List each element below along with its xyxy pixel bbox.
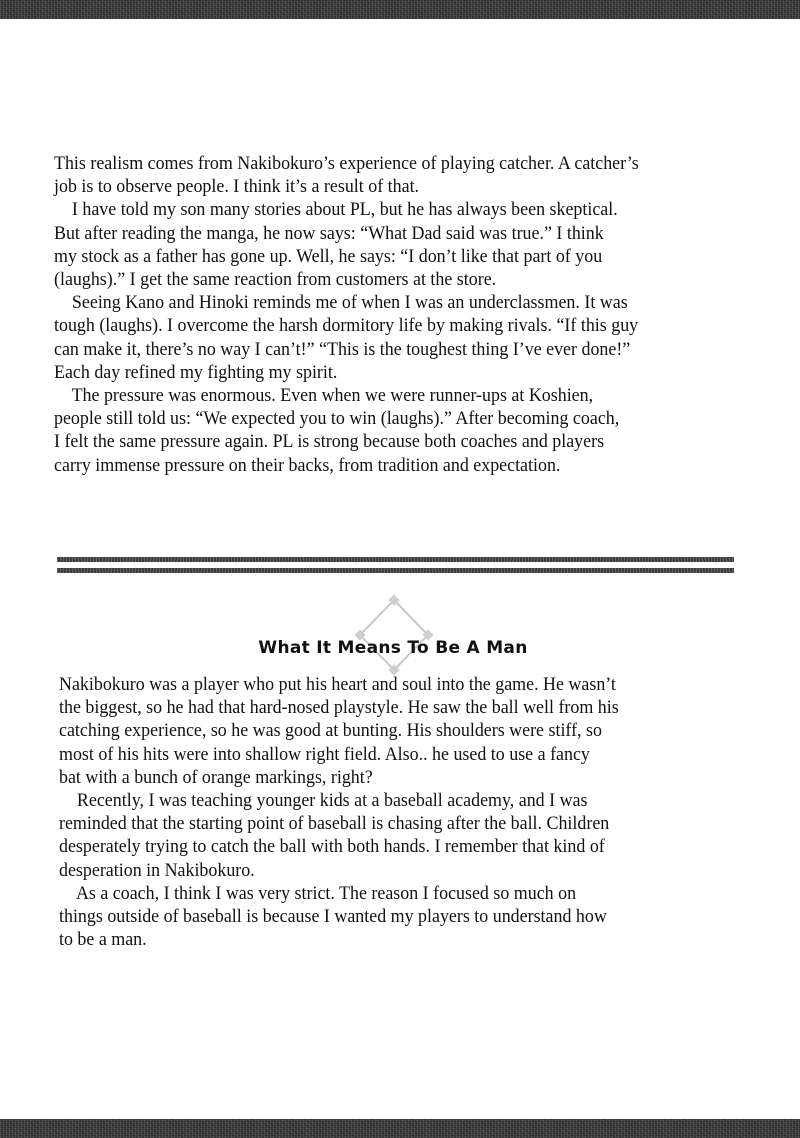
- text-line: people still told us: “We expected you to win (laughs).” After becoming coach,: [54, 408, 620, 430]
- text-line: the biggest, so he had that hard-nosed playstyle. He saw the ball well from his: [59, 697, 619, 719]
- text-line: things outside of baseball is because I wanted my players to understand how: [59, 906, 607, 928]
- text-line: I felt the same pressure again. PL is strong because both coaches and players: [54, 431, 605, 453]
- text-line: desperately trying to catch the ball with both hands. I remember that kind of: [59, 836, 605, 858]
- text-line: to be a man.: [59, 929, 147, 951]
- text-line: can make it, there’s no way I can’t!” “This is the toughest thing I’ve ever done!”: [54, 338, 631, 360]
- text-line: As a coach, I think I was very strict. The reason I focused so much on: [59, 882, 577, 904]
- bottom-border-bar: [0, 1119, 800, 1138]
- text-line: Each day refined my fighting my spirit.: [54, 361, 338, 383]
- text-line: Seeing Kano and Hinoki reminds me of when I was an underclassmen. It was: [54, 292, 628, 314]
- section-heading: What It Means To Be A Man: [258, 638, 528, 658]
- section-divider-bottom: [57, 568, 734, 573]
- top-border-bar: [0, 0, 800, 19]
- baseball-diamond-icon: [355, 594, 435, 676]
- text-line: This realism comes from Nakibokuro’s experience of playing catcher. A catcher’s: [54, 153, 639, 174]
- text-line: The pressure was enormous. Even when we were runner-ups at Koshien,: [54, 385, 594, 407]
- text-line: tough (laughs). I overcome the harsh dormitory life by making rivals. “If this guy: [54, 315, 639, 337]
- text-line: bat with a bunch of orange markings, right?: [59, 766, 373, 788]
- diamond-outline: [360, 600, 428, 670]
- text-line: desperation in Nakibokuro.: [59, 859, 255, 881]
- text-line: job is to observe people. I think it’s a result of that.: [54, 176, 420, 198]
- interview-text-section-2: [59, 673, 766, 951]
- section-divider-top: [57, 557, 734, 562]
- text-line: carry immense pressure on their backs, from tradition and expectation.: [54, 454, 561, 476]
- text-line: most of his hits were into shallow right field. Also.. he used to use a fancy: [59, 743, 590, 765]
- text-line: catching experience, so he was good at bunting. His shoulders were stiff, so: [59, 720, 602, 742]
- text-line: reminded that the starting point of baseball is chasing after the ball. Children: [59, 813, 610, 835]
- text-line: But after reading the manga, he now says: “What Dad said was true.” I think: [54, 222, 604, 244]
- text-line: I have told my son many stories about PL, but he has always been skeptical.: [54, 199, 618, 221]
- text-line: my stock as a father has gone up. Well, he says: “I don’t like that part of you: [54, 245, 603, 267]
- text-line: Nakibokuro was a player who put his heart and soul into the game. He wasn’t: [59, 674, 616, 695]
- interview-text-section-1: [54, 152, 761, 477]
- text-line: Recently, I was teaching younger kids at a baseball academy, and I was: [59, 790, 588, 812]
- text-line: (laughs).” I get the same reaction from customers at the store.: [54, 269, 497, 291]
